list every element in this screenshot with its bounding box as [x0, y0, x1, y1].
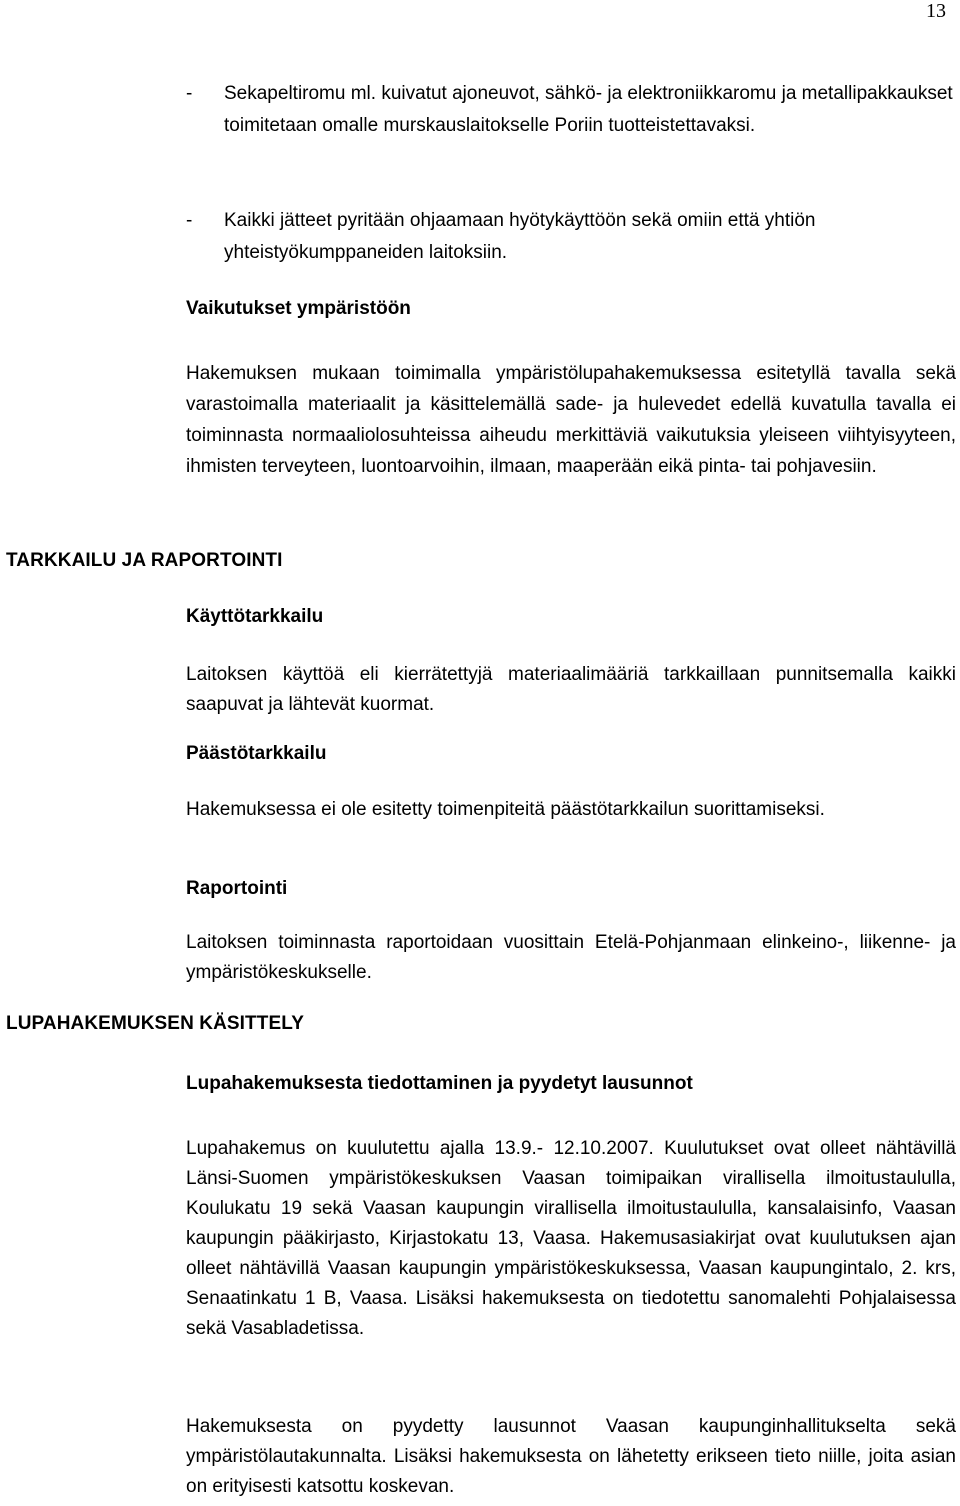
heading-kayttotarkkailu: Käyttötarkkailu	[186, 606, 324, 627]
page-number: 13	[926, 0, 946, 22]
bullet-text: Kaikki jätteet pyritään ohjaamaan hyötykäyttöön sekä omiin että yhtiön yhteistyökumppaneiden laitoksiin.	[224, 210, 816, 263]
paragraph-kayttotarkkailu: Laitoksen käyttöä eli kierrätettyjä materiaalimääriä tarkkaillaan punnitsemalla kaikki saapuvat ja lähtevät kuormat.	[186, 664, 956, 715]
section-heading-kasittely: LUPAHAKEMUKSEN KÄSITTELY	[6, 1013, 304, 1034]
paragraph-kuulutus: Lupahakemus on kuulutettu ajalla 13.9.- 12.10.2007. Kuulutukset ovat olleet nähtävillä Länsi-Suomen ympäristökeskuksen Vaasan toimipaikan virallisella ilmoitustaululla, Koulukatu 19 sekä Vaasan kaupungin virallisella ilmoitustaululla, kansalaisinfo, Vaasan kaupungin pääkirjasto, Kirjastokatu 13, Vaasa. Hakemusasiakirjat ovat kuulutuksen ajan olleet nähtävillä Vaasan kaupungin ympäristökeskuksessa, Vaasan kaupungintalo, 2. krs, Senaatinkatu 1 B, Vaasa. Lisäksi hakemuksesta on tiedotettu sanomalehti Pohjalaisessa sekä Vasabladetissa.	[186, 1138, 956, 1339]
bullet-dash: -	[186, 83, 193, 104]
heading-raportointi: Raportointi	[186, 878, 288, 899]
paragraph-raportointi: Laitoksen toiminnasta raportoidaan vuosittain Etelä-Pohjanmaan elinkeino-, liikenne- ja ympäristökeskukselle.	[186, 932, 956, 983]
heading-vaikutukset: Vaikutukset ympäristöön	[186, 298, 411, 319]
paragraph-vaikutukset: Hakemuksen mukaan toimimalla ympäristölupahakemuksessa esitetyllä tavalla sekä varastoimalla materiaalit ja käsittelemällä sade- ja hulevedet edellä kuvatulla tavalla ei toiminnasta normaaliolosuhteissa aiheudu merkittäviä vaikutuksia yleiseen viihtyisyyteen, ihmisten terveyteen, luontoarvoihin, ilmaan, maaperään eikä pinta- tai pohjavesiin.	[186, 363, 956, 477]
list-item	[186, 78, 956, 142]
section-heading-tarkkailu: TARKKAILU JA RAPORTOINTI	[6, 550, 283, 571]
paragraph-lausunnot: Hakemuksesta on pyydetty lausunnot Vaasan kaupunginhallitukselta sekä ympäristölautakunnalta. Lisäksi hakemuksesta on lähetetty erikseen tieto niille, joita asian on erityisesti katsottu koskevan.	[186, 1416, 956, 1497]
list-item	[186, 205, 956, 269]
paragraph-paastotarkkailu: Hakemuksessa ei ole esitetty toimenpiteitä päästötarkkailun suorittamiseksi.	[186, 799, 825, 820]
heading-tiedottaminen: Lupahakemuksesta tiedottaminen ja pyydetyt lausunnot	[186, 1073, 693, 1094]
bullet-text: Sekapeltiromu ml. kuivatut ajoneuvot, sähkö- ja elektroniikkaromu ja metallipakkaukset toimitetaan omalle murskauslaitokselle Poriin tuotteistettavaksi.	[224, 83, 953, 136]
heading-paastotarkkailu: Päästötarkkailu	[186, 743, 327, 764]
bullet-dash: -	[186, 210, 193, 231]
